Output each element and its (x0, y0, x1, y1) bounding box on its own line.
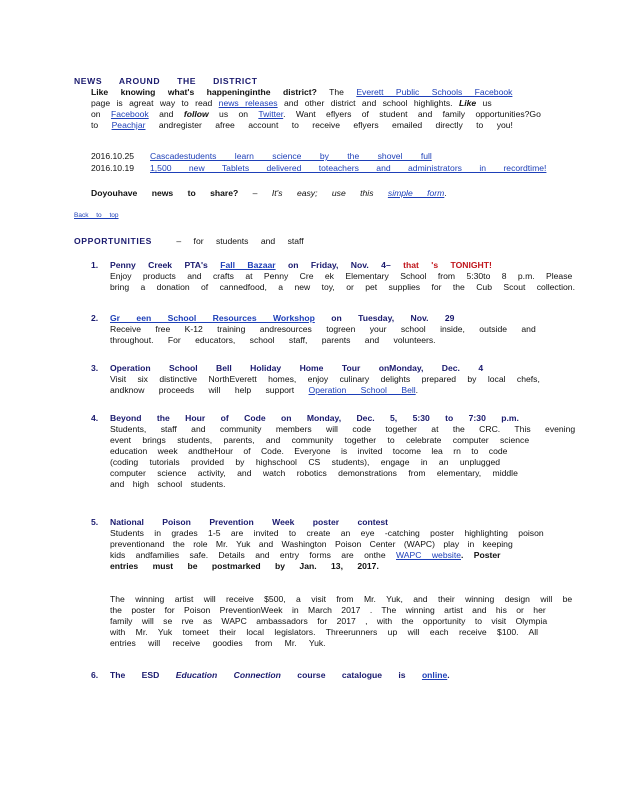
news-intro-text: page is agreat way to read (91, 98, 219, 108)
news-intro (91, 87, 557, 131)
contest-details (110, 594, 573, 649)
opportunity-title: Penny Creek PTA's (110, 260, 221, 270)
news-item-link[interactable]: 1,500 new Tablets delivered toteachers and administrators in recordtime! (150, 163, 547, 173)
facebook-page-link[interactable]: Everett Public Schools Facebook (356, 87, 513, 97)
news-item-link[interactable]: Cascadestudents learn science by the shovel full (150, 151, 432, 161)
fall-bazaar-link[interactable]: Fall Bazaar (220, 260, 276, 270)
opportunity-title: on Tuesday, Nov. 29 (314, 313, 455, 323)
opportunity-text: . (415, 385, 419, 395)
news-intro-text: and other district and school highlights. (277, 98, 459, 108)
catalogue-online-link[interactable]: online (421, 670, 448, 680)
opportunity-text: Students, staff and community members will code together at the CRC. This evening (110, 424, 576, 434)
news-intro-text: on (91, 109, 111, 119)
news-intro-text: The (316, 87, 357, 97)
news-item (91, 151, 134, 161)
opportunities-heading: OPPORTUNITIES (74, 236, 152, 246)
list-number: 5. (91, 517, 99, 527)
opportunity-text: Students in grades 1-5 are invited to create an eye -catching poster highlighting poison (110, 528, 544, 538)
opportunity-text: kids andfamilies safe. Details and entry forms are onthe (110, 550, 396, 560)
opportunity-item (110, 413, 576, 490)
contest-text: with Mr. Yuk tomeet their local legislators. Threerunners up will each receive $100. All (110, 627, 539, 637)
opportunity-text: event brings students, parents, and community together to celebrate computer science (110, 435, 530, 445)
opportunity-item (110, 517, 544, 572)
opportunity-text: Receive free K-12 training andresources togreen your school inside, outside and (110, 324, 536, 334)
opportunity-title: National Poison Prevention Week poster contest (110, 517, 389, 527)
news-intro-text: to (91, 120, 112, 130)
education-connection-title: Education Connection (175, 670, 281, 680)
opportunity-item (110, 670, 450, 680)
contest-text: family will se rve as WAPC ambassadors for 2017 , with the opportunity to visit Olympia (110, 616, 548, 626)
news-intro-question: Like knowing what's happeninginthe district? (91, 87, 317, 97)
opportunity-text: (coding tutorials provided by highschool CS students), engage in an unplugged (110, 457, 501, 467)
news-intro-text: and (148, 109, 184, 119)
share-news-question: Doyouhave news to share? (91, 188, 239, 198)
share-news-dash: – (238, 188, 272, 198)
green-school-workshop-link[interactable]: Gr een School Resources Workshop (110, 313, 315, 323)
list-number: 4. (91, 413, 99, 423)
postmark-deadline: entries must be postmarked by Jan. 13, 2017. (110, 561, 379, 571)
opportunity-text: throughout. For educators, school staff, parents and volunteers. (110, 335, 436, 345)
opportunity-text: computer science activity, and watch robotics demonstrations from elementary, middle (110, 468, 518, 478)
news-intro-text: us on (208, 109, 259, 119)
news-item (91, 163, 134, 173)
opportunity-item (110, 313, 536, 346)
news-heading: NEWS AROUND THE DISTRICT (74, 76, 258, 86)
opportunity-item (110, 260, 575, 293)
opportunity-text: education week andtheHour of Code. Everyone is invited tocome lea rn to code (110, 446, 508, 456)
share-news-text: It's easy; use this (271, 188, 388, 198)
opportunities-header (74, 236, 304, 246)
back-to-top-link[interactable]: Back to top (74, 212, 119, 219)
opportunity-title: Beyond the Hour of Code on Monday, Dec. 5, 5:30 to 7:30 p.m. (110, 413, 519, 423)
news-item-date: 2016.10.25 (91, 151, 135, 161)
peachjar-link[interactable]: Peachjar (111, 120, 146, 130)
opportunity-text: and high school students. (110, 479, 226, 489)
opportunity-title: Operation School Bell Holiday Home Tour onMonday, Dec. 4 (110, 363, 484, 373)
list-number: 1. (91, 260, 99, 270)
share-news-end: . (444, 188, 447, 198)
wapc-website-link[interactable]: WAPC website (396, 550, 461, 560)
facebook-link[interactable]: Facebook (110, 109, 149, 119)
news-releases-link[interactable]: news releases (218, 98, 278, 108)
opportunity-text: Enjoy products and crafts at Penny Cre ek Elementary School from 5:30to 8 p.m. Please (110, 271, 573, 281)
tonight-alert: that 's TONIGHT! (403, 260, 492, 270)
contest-text: The winning artist will receive $500, a visit from Mr. Yuk, and their winning design will be (110, 594, 573, 604)
list-number: 3. (91, 363, 99, 373)
news-intro-text: us (476, 98, 492, 108)
opportunity-title: course catalogue is (280, 670, 422, 680)
opportunity-text: andknow proceeds will help support (110, 385, 309, 395)
opportunity-title: The ESD (110, 670, 176, 680)
list-number: 6. (91, 670, 99, 680)
operation-school-bell-link[interactable]: Operation School Bell (308, 385, 416, 395)
opportunities-subheading: – for students and staff (176, 236, 304, 246)
list-number: 2. (91, 313, 99, 323)
opportunity-text: preventionand the role Mr. Yuk and Washington Poison Center (WAPC) play in keeping (110, 539, 513, 549)
share-news-line (91, 188, 447, 198)
news-item-date: 2016.10.19 (91, 163, 135, 173)
simple-form-link[interactable]: simple form (387, 188, 445, 198)
like-text: Like (458, 98, 477, 108)
opportunity-title: on Friday, Nov. 4– (275, 260, 404, 270)
opportunity-text: . Poster (461, 550, 501, 560)
twitter-link[interactable]: Twitter (258, 109, 284, 119)
contest-text: entries will receive goodies from Mr. Yuk. (110, 638, 326, 648)
opportunity-text: bring a donation of cannedfood, a new toy, or pet supplies for the Cub Scout collection. (110, 282, 575, 292)
contest-text: the poster for Poison PreventionWeek in March 2017 . The winning artist and his or her (110, 605, 546, 615)
follow-text: follow (183, 109, 209, 119)
opportunity-title: . (447, 670, 450, 680)
opportunity-text: Visit six distinctive NorthEverett homes, enjoy culinary delights prepared by local chefs, (110, 374, 540, 384)
news-intro-text: . Want eflyers of student and family opportunities?Go (283, 109, 541, 119)
news-intro-text: andregister afree account to receive eflyers emailed directly to you! (145, 120, 513, 130)
opportunity-item (110, 363, 540, 396)
